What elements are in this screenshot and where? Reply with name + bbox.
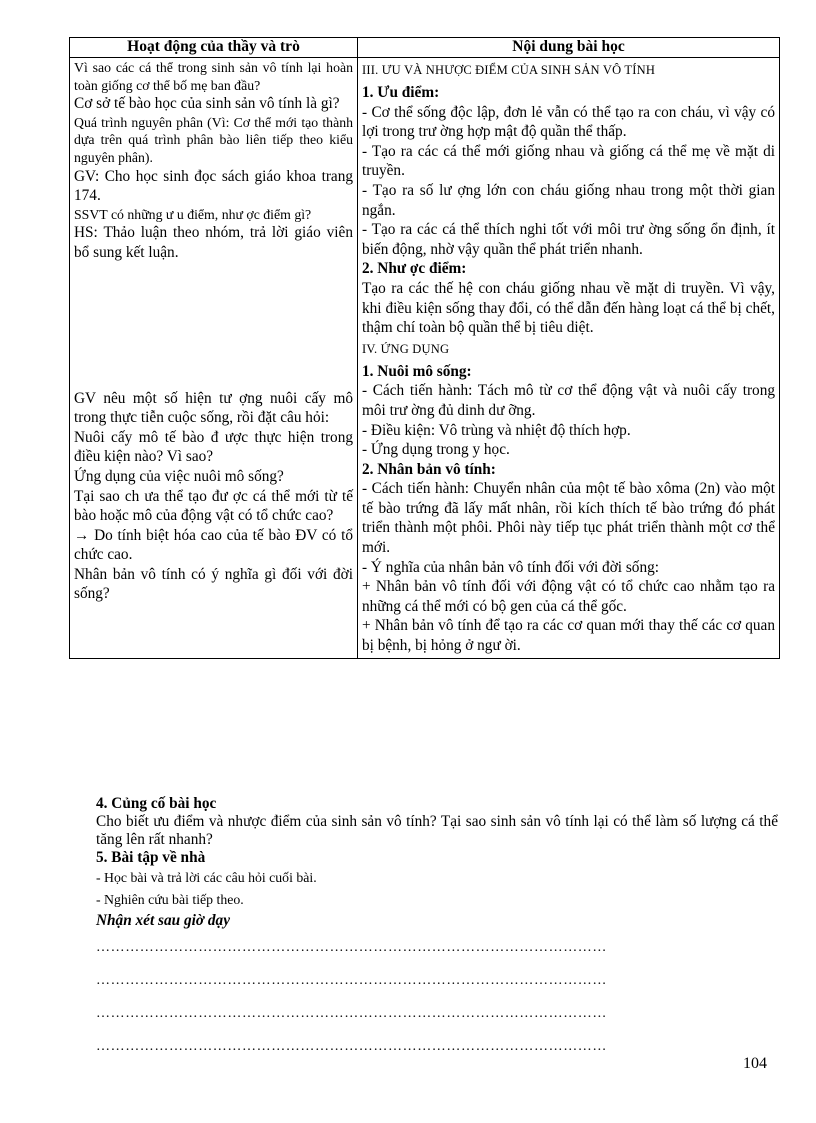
homework-heading: 5. Bài tập về nhà [96,849,206,866]
homework-item: - Nghiên cứu bài tiếp theo. [96,892,244,907]
cloning-item: - Ý nghĩa của nhân bản vô tính đối với đời sống: [362,558,660,576]
disadvantage-text: Tạo ra các thế hệ con cháu giống nhau về mặt di truyền. Vì vậy, khi điều kiện sống thay đổi, có thể dẫn đến hàng loạt cá thể bị chết, thậm chí toàn bộ quần thể bị tiêu diệt. [362,279,775,337]
cloning-item: + Nhân bản vô tính để tạo ra các cơ quan mới thay thế các cơ quan bị bệnh, bị hỏng ở ngư ời. [362,617,775,655]
question-why-identical: Vì sao các cá thể trong sinh sản vô tính lại hoàn toàn giống cơ thể bố mẹ ban đầu? [74,60,353,93]
section-4-title: IV. ỨNG DỤNG [362,341,450,356]
remarks-line: …………………………………………………………………………………………… [96,940,607,955]
cloning-heading: 2. Nhân bản vô tính: [362,460,496,478]
remarks-line: …………………………………………………………………………………………… [96,1006,607,1021]
answer-differentiation: → Do tính biệt hóa cao của tế bào ĐV có tổ chức cao. [74,526,353,564]
remarks-line: …………………………………………………………………………………………… [96,1039,607,1054]
header-lesson-content: Nội dung bài học [358,38,780,58]
teacher-tissue-culture-intro: GV nêu một số hiện tư ợng nuôi cấy mô trong thực tiễn cuộc sống, rồi đặt câu hỏi: [74,389,353,427]
lesson-footer-sections [96,795,778,1063]
activities-cell [70,58,358,659]
disadvantages-heading: 2. Như ợc điểm: [362,260,467,278]
homework-item: - Học bài và trả lời các câu hỏi cuối bài. [96,870,317,885]
spacer [74,263,353,389]
question-conditions: Nuôi cấy mô tế bào đ ược thực hiện trong điều kiện nào? Vì sao? [74,428,353,466]
tissue-culture-item: - Cách tiến hành: Tách mô từ cơ thể động vật và nuôi cấy trong môi trư ờng đủ dinh dư ỡng. [362,382,775,419]
consolidation-text: Cho biết ưu điểm và nhược điểm của sinh sản vô tính? Tại sao sinh sản vô tính lại có thể làm số lượng cá thể tăng lên rất nhanh? [96,813,778,848]
question-cell-basis: Cơ sở tế bào học của sinh sản vô tính là gì? [74,95,340,113]
remarks-line: …………………………………………………………………………………………… [96,973,607,988]
advantage-item: - Cơ thể sống độc lập, đơn lẻ vẫn có thể tạo ra con cháu, vì vậy có lợi trong trư ờng hợp mật độ quần thể thấp. [362,103,775,141]
table-row [70,58,780,659]
cloning-item: - Cách tiến hành: Chuyển nhân của một tế bào xôma (2n) vào một tế bào trứng đã lấy mất nhân, rồi kích thích tế bào trứng đó phát triển thành một phôi. Phôi này tiếp tục phát triển thành một cơ thể mới. [362,480,775,557]
lesson-table [69,37,780,659]
question-cloning-meaning: Nhân bản vô tính có ý nghĩa gì đối với đời sống? [74,565,353,603]
question-why-not-clone: Tại sao ch ưa thể tạo đư ợc cá thể mới từ tế bào hoặc mô của động vật có tổ chức cao? [74,487,353,525]
consolidation-heading: 4. Củng cố bài học [96,795,217,812]
advantage-item: - Tạo ra các cá thể mới giống nhau và giống cá thể mẹ về mặt di truyền. [362,142,775,180]
header-teacher-student-activities: Hoạt động của thầy và trò [70,38,358,58]
advantage-item: - Tạo ra số lư ợng lớn con cháu giống nhau trong một thời gian ngắn. [362,181,775,219]
teacher-instruction-read: GV: Cho học sinh đọc sách giáo khoa trang 174. [74,167,353,205]
cloning-item: + Nhân bản vô tính đối với động vật có tổ chức cao nhằm tạo ra những cá thể mới có bộ gen của cá thể gốc. [362,578,775,615]
tissue-culture-item: - Điều kiện: Vô trùng và nhiệt độ thích hợp. [362,421,631,439]
remarks-heading: Nhận xét sau giờ dạy [96,912,230,929]
question-applications: Ứng dụng của việc nuôi mô sống? [74,467,284,485]
advantage-item: - Tạo ra các cá thể thích nghi tốt với môi trư ờng sống ổn định, ít biến động, nhờ vậy quần thể phát triển nhanh. [362,221,775,258]
student-discussion: HS: Thảo luận theo nhóm, trả lời giáo viên bổ sung kết luận. [74,224,353,261]
content-cell [358,58,780,659]
table-header-row [70,38,780,58]
tissue-culture-item: - Ứng dụng trong y học. [362,441,510,459]
question-pros-cons: SSVT có những ư u điểm, như ợc điểm gì? [74,206,312,222]
section-3-title: III. ƯU VÀ NHƯỢC ĐIỂM CỦA SINH SẢN VÔ TÍNH [362,63,656,77]
page-number: 104 [743,1055,767,1072]
advantages-heading: 1. Ưu điểm: [362,84,440,101]
answer-mitosis: Quá trình nguyên phân (Vì: Cơ thể mới tạo thành dựa trên quá trình phân bào liên tiếp theo kiểu nguyên phân). [74,114,353,165]
tissue-culture-heading: 1. Nuôi mô sống: [362,362,472,380]
